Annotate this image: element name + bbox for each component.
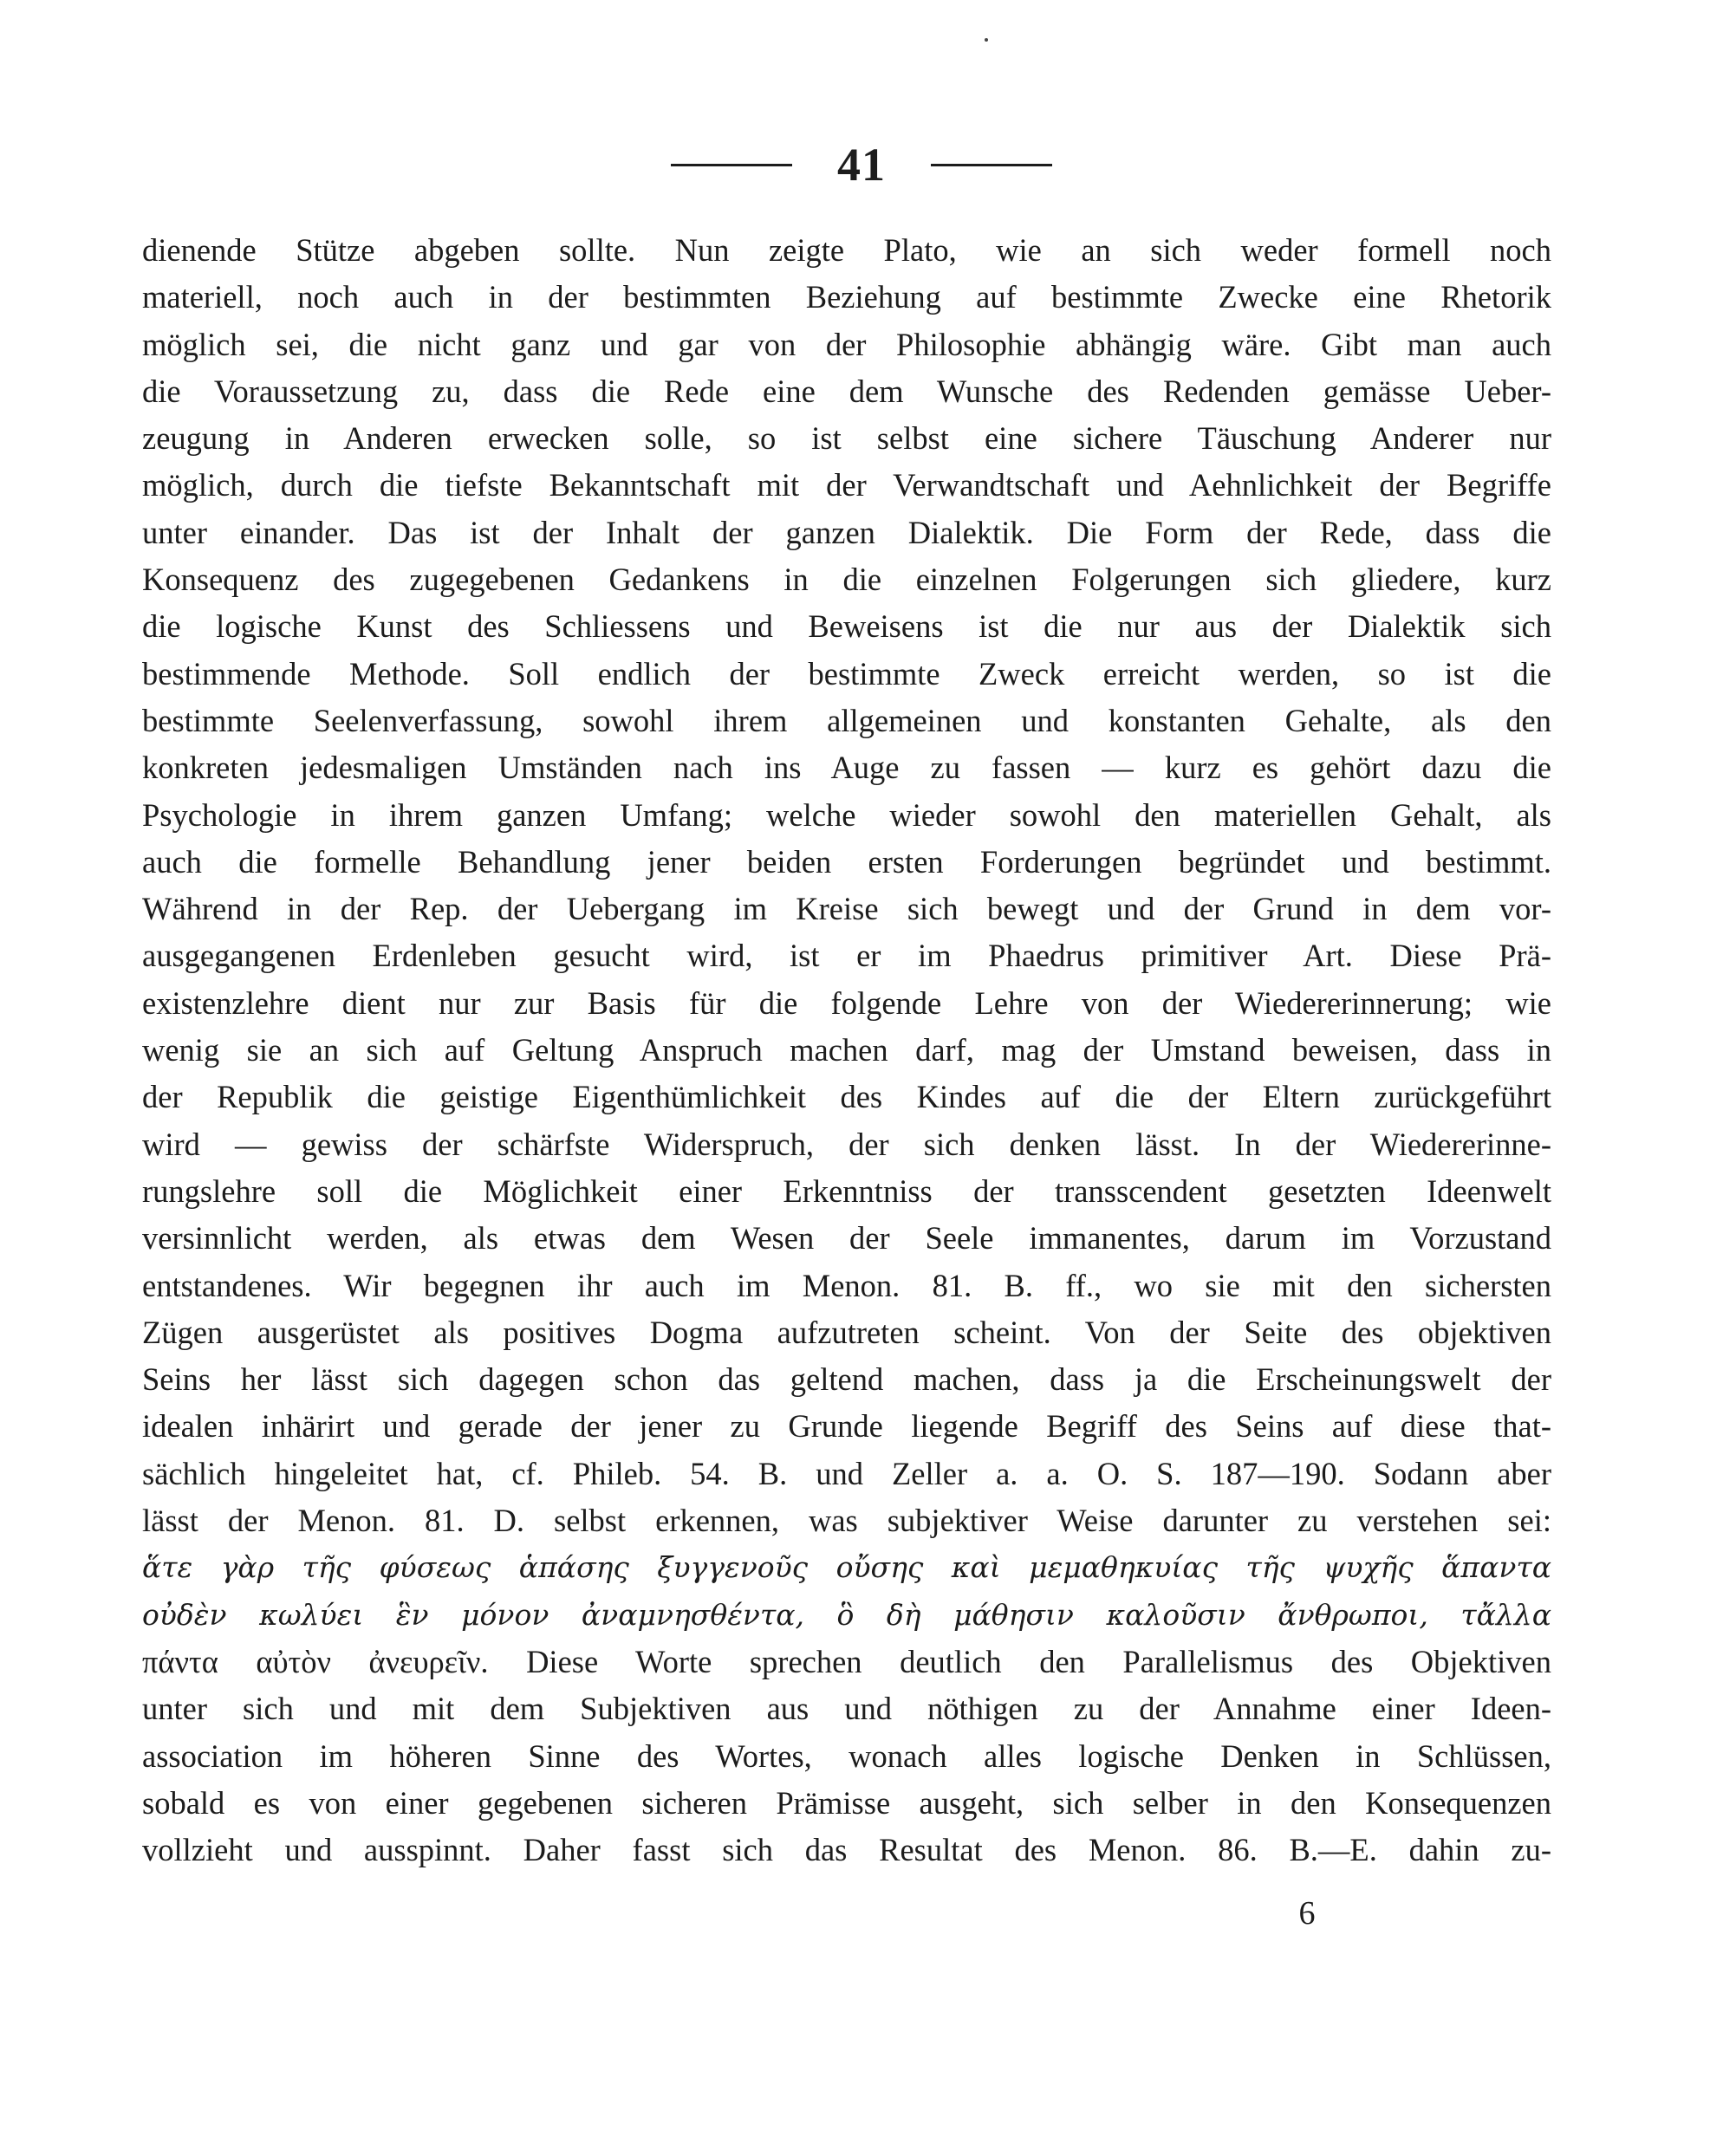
text-line: zeugung in Anderen erwecken solle, so ist selbst eine sichere Täuschung Anderer nur [142,420,1551,457]
text-line: möglich, durch die tiefste Bekanntschaft mit der Verwandtschaft und Aehnlichkeit der Begriffe [142,467,1551,503]
text-line: der Republik die geistige Eigenthümlichkeit des Kindes auf die der Eltern zurückgeführt [142,1079,1551,1115]
text-line: auch die formelle Behandlung jener beiden ersten Forderungen begründet und bestimmt. [142,843,1551,880]
text-line: rungslehre soll die Möglichkeit einer Erkenntniss der transscendent gesetzten Ideenwelt [142,1172,1551,1209]
text-line: bestimmte Seelenverfassung, sowohl ihrem allgemeinen und konstanten Gehalte, als den [142,702,1551,738]
text-line: materiell, noch auch in der bestimmten Beziehung auf bestimmte Zwecke eine Rhetorik [142,279,1551,315]
text-line: Zügen ausgerüstet als positives Dogma aufzutreten scheint. Von der Seite des objektiven [142,1314,1551,1350]
text-line: konkreten jedesmaligen Umständen nach ins Auge zu fassen — kurz es gehört dazu die [142,750,1551,786]
text-line: πάντα αὐτὸν ἀνευρεῖν. Diese Worte sprechen deutlich den Parallelismus des Objektiven [142,1643,1551,1679]
text-line: lässt der Menon. 81. D. selbst erkennen, was subjektiver Weise darunter zu verstehen sei: [142,1503,1551,1539]
text-line: existenzlehre dient nur zur Basis für die folgende Lehre von der Wiedererinnerung; wie [142,984,1551,1021]
greek-quote-line: ἅτε γὰρ τῆς φύσεως ἁπάσης ξυγγενοῦς οὔσης καὶ μεμαθηκυίας τῆς ψυχῆς ἅπαντα [142,1550,1551,1585]
text-line: die logische Kunst des Schliessens und Beweisens ist die nur aus der Dialektik sich [142,608,1551,645]
text-line: bestimmende Methode. Soll endlich der bestimmte Zweck erreicht werden, so ist die [142,655,1551,692]
text-line: die Voraussetzung zu, dass die Rede eine dem Wunsche des Redenden gemässe Ueber- [142,373,1551,409]
text-line: entstandenes. Wir begegnen ihr auch im Menon. 81. B. ff., wo sie mit den sichersten [142,1267,1551,1303]
text-line: möglich sei, die nicht ganz und gar von der Philosophie abhängig wäre. Gibt man auch [142,326,1551,362]
text-line: Konsequenz des zugegebenen Gedankens in die einzelnen Folgerungen sich gliedere, kurz [142,562,1551,598]
text-line: vollzieht und ausspinnt. Daher fasst sich das Resultat des Menon. 86. B.—E. dahin zu- [142,1832,1551,1868]
text-line: sobald es von einer gegebenen sicheren Prämisse ausgeht, sich selber in den Konsequenzen [142,1784,1551,1821]
page-number: 41 [837,139,886,191]
text-line: unter einander. Das ist der Inhalt der ganzen Dialektik. Die Form der Rede, dass die [142,514,1551,550]
text-line: versinnlicht werden, als etwas dem Wesen der Seele immanentes, darum im Vorzustand [142,1220,1551,1257]
print-speck [985,38,988,42]
header-rule-right [931,164,1052,166]
text-line: unter sich und mit dem Subjektiven aus und nöthigen zu der Annahme einer Ideen- [142,1691,1551,1727]
text-line: wenig sie an sich auf Geltung Anspruch machen darf, mag der Umstand beweisen, dass in [142,1032,1551,1068]
signature-mark: 6 [1298,1895,1316,1932]
body-text [142,227,1551,1874]
page-header [0,130,1723,199]
text-line: dienende Stütze abgeben sollte. Nun zeigte Plato, wie an sich weder formell noch [142,232,1551,268]
text-line: Seins her lässt sich dagegen schon das geltend machen, dass ja die Erscheinungswelt der [142,1361,1551,1398]
greek-quote-line: οὐδὲν κωλύει ἓν μόνον ἀναμνησθέντα, ὃ δὴ μάθησιν καλοῦσιν ἄνθρωποι, τἄλλα [142,1597,1551,1632]
text-line: wird — gewiss der schärfste Widerspruch, der sich denken lässt. In der Wiedererinne- [142,1126,1551,1162]
text-line: ausgegangenen Erdenleben gesucht wird, ist er im Phaedrus primitiver Art. Diese Prä- [142,938,1551,974]
text-line: Während in der Rep. der Uebergang im Kreise sich bewegt und der Grund in dem vor- [142,891,1551,927]
text-line: association im höheren Sinne des Wortes, wonach alles logische Denken in Schlüssen, [142,1737,1551,1774]
header-rule-left [671,164,792,166]
text-line: idealen inhärirt und gerade der jener zu Grunde liegende Begriff des Seins auf diese that- [142,1408,1551,1445]
text-line: sächlich hingeleitet hat, cf. Phileb. 54. B. und Zeller a. a. O. S. 187—190. Sodann aber [142,1455,1551,1491]
text-line: Psychologie in ihrem ganzen Umfang; welche wieder sowohl den materiellen Gehalt, als [142,796,1551,833]
